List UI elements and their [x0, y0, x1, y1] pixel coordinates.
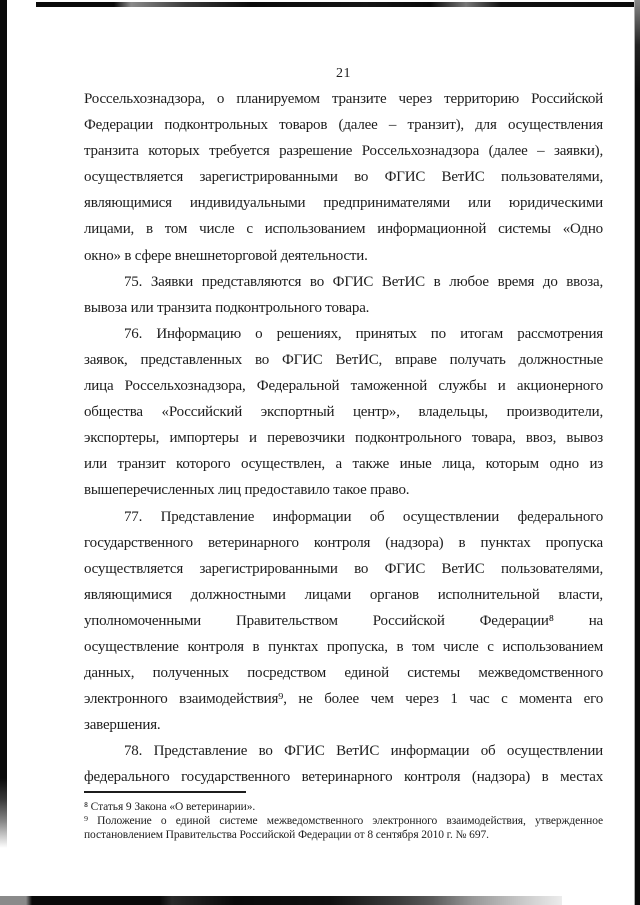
scan-edge-right: [634, 0, 640, 905]
text-line: транзита которых требуется разрешение Россельхознадзора (далее – заявки),: [84, 143, 603, 160]
text-line: электронного взаимодействия⁹, не более чем через 1 час с момента его: [84, 691, 603, 708]
paragraph: [84, 321, 603, 504]
scan-edge-top: [36, 2, 640, 7]
text-line: 77. Представление информации об осуществлении федерального: [124, 508, 603, 525]
text-line: 75. Заявки представляются во ФГИС ВетИС в любое время до ввоза,: [124, 273, 603, 290]
paragraph: [84, 738, 603, 790]
text-line: общества «Российский экспортный центр», владельцы, производители,: [84, 404, 603, 421]
footnote: [84, 814, 603, 842]
text-line: завершения.: [84, 717, 161, 734]
text-line: Федерации подконтрольных товаров (далее – транзит), для осуществления: [84, 117, 603, 134]
text-line: вывоза или транзита подконтрольного товара.: [84, 299, 370, 316]
paragraph: [84, 86, 603, 269]
text-line: осуществление контроля в пунктах пропуска, в том числе с использованием: [84, 638, 603, 655]
footnotes: [84, 791, 603, 843]
text-line: вышеперечисленных лиц предоставило такое право.: [84, 482, 410, 499]
text-line: 78. Представление во ФГИС ВетИС информации об осуществлении: [124, 743, 603, 760]
footnote-list: [84, 800, 603, 843]
text-line: постановлением Правительства Российской Федерации от 8 сентября 2010 г. № 697.: [84, 829, 489, 842]
page-number: 21: [336, 66, 351, 81]
text-line: осуществляется зарегистрированными во ФГИС ВетИС пользователями,: [84, 169, 603, 186]
text-line: заявок, представленных во ФГИС ВетИС, вправе получать должностные: [84, 351, 603, 368]
text-line: данных, полученных посредством единой системы межведомственного: [84, 665, 603, 682]
footnote-separator: [84, 791, 246, 793]
text-line: являющимися индивидуальными предпринимателями или юридическими: [84, 195, 603, 212]
text-line: государственного ветеринарного контроля (надзора) в пунктах пропуска: [84, 534, 603, 551]
paragraph: [84, 504, 603, 739]
footnote: [84, 800, 603, 814]
text-line: федерального государственного ветеринарного контроля (надзора) в местах: [84, 769, 603, 786]
text-line: окно» в сфере внешнеторговой деятельности.: [84, 247, 368, 264]
scan-edge-bottom: [0, 896, 562, 905]
text-line: Россельхознадзора, о планируемом транзите через территорию Российской: [84, 91, 603, 107]
text-line: лицами, в том числе с использованием информационной системы «Одно: [84, 221, 603, 238]
text-line: осуществляется зарегистрированными во ФГИС ВетИС пользователями,: [84, 560, 603, 577]
text-line: экспортеры, импортеры и перевозчики подконтрольного товара, ввоз, вывоз: [84, 430, 603, 447]
paragraph: [84, 269, 603, 321]
text-line: лица Россельхознадзора, Федеральной таможенной службы и акционерного: [84, 378, 603, 395]
text-line: или транзит которого осуществлен, а также иные лица, которым одно из: [84, 456, 603, 473]
document-body: [84, 86, 603, 791]
text-line: уполномоченными Правительством Российской Федерации⁸ на: [84, 612, 603, 629]
scan-edge-left: [0, 0, 7, 848]
text-line: ⁹ Положение о единой системе межведомственного электронного взаимодействия, утвержденное: [84, 815, 603, 828]
text-line: 76. Информацию о решениях, принятых по итогам рассмотрения: [124, 325, 603, 342]
text-line: являющимися должностными лицами органов исполнительной власти,: [84, 586, 603, 603]
text-line: ⁸ Статья 9 Закона «О ветеринарии».: [84, 801, 256, 813]
